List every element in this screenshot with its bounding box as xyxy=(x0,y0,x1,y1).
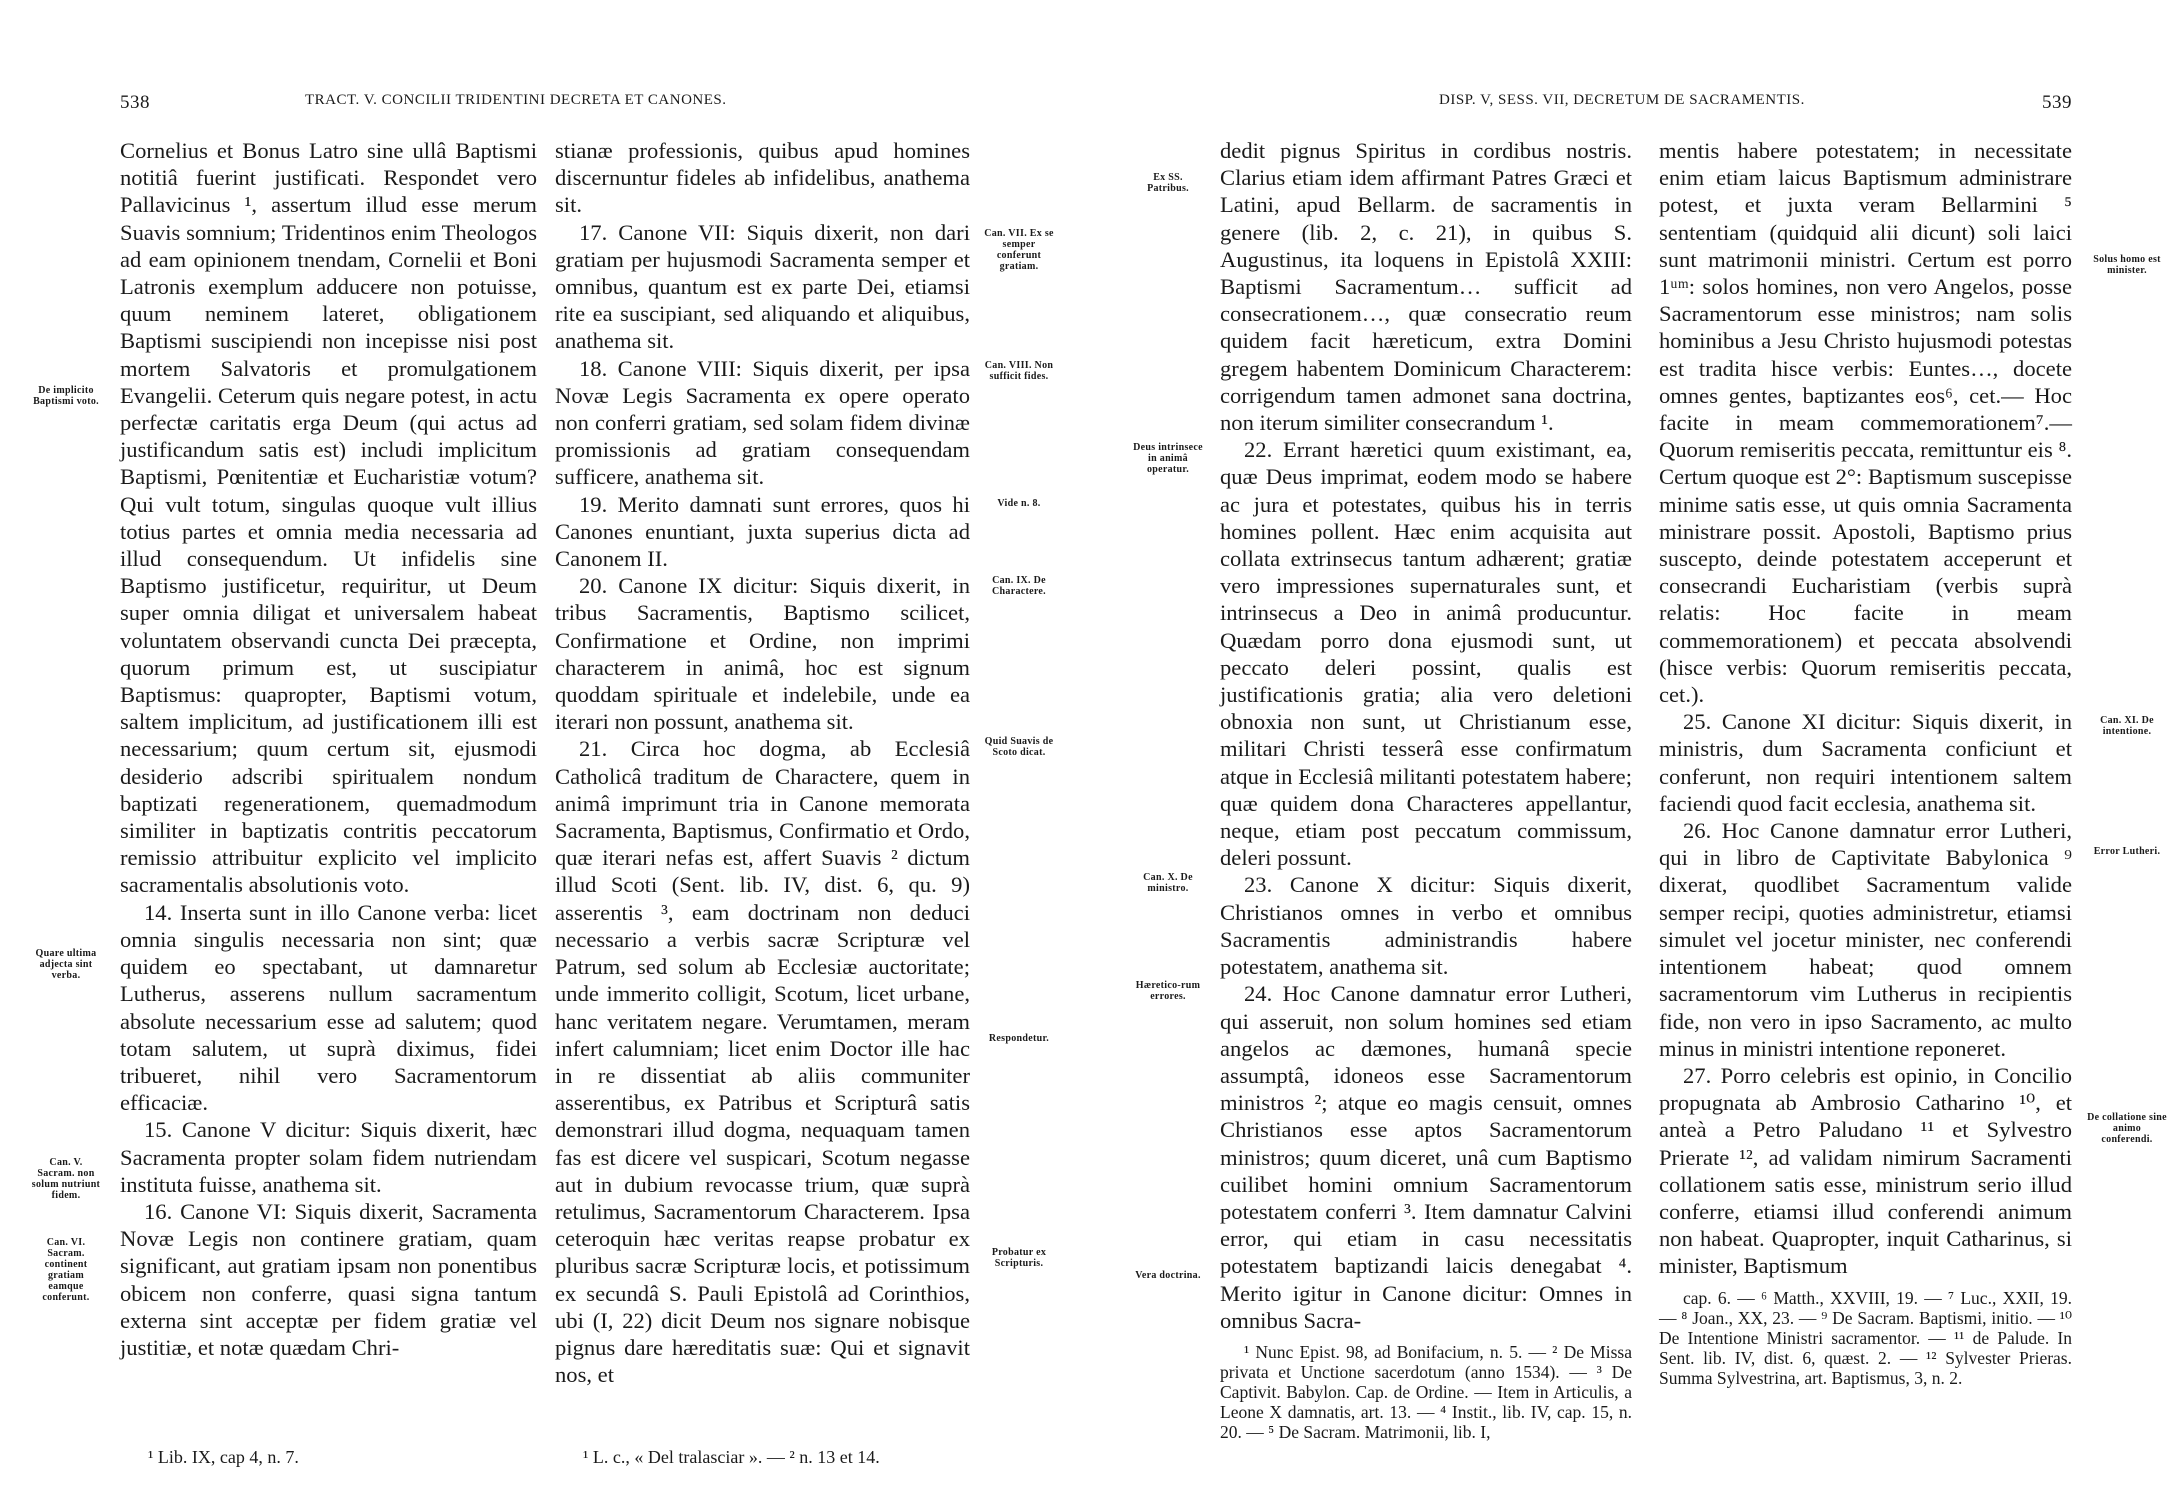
margin-note: Respondetur. xyxy=(988,1033,1050,1044)
right-column-2 xyxy=(1659,137,2072,1388)
margin-note: Probatur ex Scripturis. xyxy=(991,1247,1047,1269)
paragraph: 20. Canone IX dicitur: Siquis dixerit, in tribus Sacramentis, Baptismo scilicet, Confirmatione et Ordine, non imprimi characterem in animâ, hoc est signum quoddam spirituale et indelebile, unde ea iterari non possunt, anathema sit. xyxy=(555,573,970,735)
running-head-right: DISP. V, SESS. VII, DECRETUM DE SACRAMENTIS. xyxy=(1439,92,1805,108)
right-column-1 xyxy=(1220,137,1632,1442)
margin-note: Quare ultima adjecta sint verba. xyxy=(35,948,97,981)
paragraph: 14. Inserta sunt in illo Canone verba: licet omnia singulis necessaria non sint; quæ quidem eo spectabant, ut damnaretur Lutherus, asserens nullum sacramentum absolute necessarium esse ad salutem; quod totam salutem, ut suprà diximus, fidei tribueret, nihil vero Sacramentorum efficaciæ. xyxy=(120,899,537,1116)
left-column-2 xyxy=(555,137,970,1388)
margin-note: De collatione sine animo conferendi. xyxy=(2087,1112,2167,1145)
paragraph: dedit pignus Spiritus in cordibus nostris. Clarius etiam idem affirmant Patres Græci et Latini, apud Bellarm. de sacramentis in genere (lib. 2, c. 21), in quibus S. Augustinus, ita loquens in Epistolâ XXIII: Baptismi Sacramentum… sufficit ad consecrationem…, quæ consecratio reum quidem facit hæreticum, extra Domini gregem habentem Dominicum Characterem: corrigendum tamen admonet sana doctrina, non iterum similiter consecrandum ¹. xyxy=(1220,138,1632,436)
paragraph: 17. Canone VII: Siquis dixerit, non dari gratiam per hujusmodi Sacramenta semper et omnibus, quantum est ex parte Dei, etiamsi rite ea suscipiant, sed aliquando et aliquibus, anathema sit. xyxy=(555,219,970,354)
margin-note: Can. V. Sacram. non solum nutriunt fidem. xyxy=(31,1157,101,1201)
margin-note: Quid Suavis de Scoto dicat. xyxy=(984,736,1054,758)
margin-note: Can. VII. Ex se semper conferunt gratiam. xyxy=(984,228,1054,272)
page-number-right: 539 xyxy=(2042,92,2072,113)
margin-note: Hæretico-rum errores. xyxy=(1135,980,1201,1002)
margin-note: Can. VI. Sacram. continent gratiam eamque conferunt. xyxy=(42,1237,90,1303)
paragraph: Cornelius et Bonus Latro sine ullâ Baptismi notitiâ fuerint justificati. Respondet vero Pallavicinus ¹, assertum illud esse merum Suavis somnium; Tridentinos enim Theologos ad eam opinionem tnendam, Cornelii et Boni Latronis exemplum adducere non potuisse, quum neminem lateret, obligationem Baptismi suscipiendi non incepisse nisi post mortem Salvatoris et promulgationem Evangelii. Ceterum quis negare potest, in actu perfectæ caritatis erga Deum (qui actus ad justificandum satis est) includi implicitum Baptismi, Pœnitentiæ et Eucharistiæ votum? Qui vult totum, singulas quoque vult illius totius partes et omnia media necessaria ad illud consequendum. Ut infidelis sine Baptismo justificetur, requiritur, ut Deum super omnia diligat et universalem habeat voluntatem observandi cuncta Dei præcepta, quorum primum est, ut suscipiatur Baptismus: quapropter, Baptismi votum, saltem implicitum, ad justificationem illi est necessarium; quum certum sit, ejusmodi desiderio adscribi spiritualem nondum baptizati regenerationem, quemadmodum similiter in baptizatis contritis peccatorum remissio attribuitur explicito vel implicito sacramentalis absolutionis voto. xyxy=(120,138,537,898)
footnote-right-col2: cap. 6. — ⁶ Matth., XXVIII, 19. — ⁷ Luc., XXII, 19. — ⁸ Joan., XX, 23. — ⁹ De Sacram. Baptismi, initio. — ¹⁰ De Intentione Ministri sacramentor. — ¹¹ de Palude. In Sent. lib. IV, dist. 6, quæst. 2. — ¹² Sylvester Prieras. Summa Sylvestrina, art. Baptismus, 3, n. 2. xyxy=(1659,1287,2072,1388)
paragraph: 19. Merito damnati sunt errores, quos hi Canones enuntiant, juxta superius dicta ad Canonem II. xyxy=(555,491,970,572)
margin-note: Can. VIII. Non sufficit fides. xyxy=(984,360,1054,382)
footnote-right-col1: ¹ Nunc Epist. 98, ad Bonifacium, n. 5. — ² De Missa privata et Unctione sacerdotum (anno 1534). — ³ De Captivit. Babylon. Cap. de Ordine. — Item in Articulis, a Leone X damnatis, art. 13. — ⁴ Instit., lib. IV, cap. 15, n. 20. — ⁵ De Sacram. Matrimonii, lib. I, xyxy=(1220,1341,1632,1442)
margin-note: Can. XI. De intentione. xyxy=(2100,715,2154,737)
paragraph: 15. Canone V dicitur: Siquis dixerit, hæc Sacramenta propter solam fidem nutriendam instituta fuisse, anathema sit. xyxy=(120,1117,537,1197)
paragraph: 24. Hoc Canone damnatur error Lutheri, qui asseruit, non solum homines sed etiam angelos ac dæmones, humanâ specie assumptâ, idoneos esse Sacramentorum ministros ²; atque eo magis censuit, omnes Christianos esse aptos Sacramentorum ministros; quum diceret, unâ cum Baptismo cuilibet homini omnium Sacramentorum potestatem conferri ³. Item damnatur Calvini error, qui etiam in casu necessitatis potestatem baptizandi laicis denegabat ⁴. Merito igitur in Canone dicitur: Omnes in omnibus Sacra- xyxy=(1220,981,1632,1333)
paragraph: 27. Porro celebris est opinio, in Concilio propugnata ab Ambrosio Catharino ¹⁰, et anteà a Petro Paludano ¹¹ et Sylvestro Prierate ¹², ad validam nimirum Sacramenti collationem satis esse, ministrum serio illud conferre, etiamsi illud conferendi animum non habeat. Quapropter, inquit Catharinus, si minister, Baptismum xyxy=(1659,1062,2072,1279)
running-head-left: TRACT. V. CONCILII TRIDENTINI DECRETA ET CANONES. xyxy=(305,92,727,108)
paragraph: 18. Canone VIII: Siquis dixerit, per ipsa Novæ Legis Sacramenta ex opere operato non conferri gratiam, sed solam fidem divinæ promissionis ad gratiam consequendam sufficere, anathema sit. xyxy=(555,355,970,490)
footnote-left-col2: ¹ L. c., « Del tralasciar ». — ² n. 13 et 14. xyxy=(583,1447,880,1467)
paragraph: 26. Hoc Canone damnatur error Lutheri, qui in libro de Captivitate Babylonica ⁹ dixerat, quodlibet Sacramentum valide semper recipi, quoties administretur, etiamsi simulet vel jocetur minister, nec conferendi intentionem habeat; quod omnem sacramentorum vim Lutherus in recipientis fide, non vero in ipso Sacramento, ac multo minus in ministri intentione reponeret. xyxy=(1659,818,2072,1061)
paragraph: 16. Canone VI: Siquis dixerit, Sacramenta Novæ Legis non continere gratiam, quam significant, aut gratiam ipsam non ponentibus obicem non conferre, quasi signa tantum externa sint acceptæ per fidem gratiæ vel justitiæ, et notæ quædam Chri- xyxy=(120,1198,537,1360)
margin-note: Deus intrinsece in animâ operatur. xyxy=(1133,442,1203,475)
left-column-1 xyxy=(120,137,537,1361)
paragraph: 23. Canone X dicitur: Siquis dixerit, Christianos omnes in verbo et omnibus Sacramentis administrandis habere potestatem, anathema sit. xyxy=(1220,872,1632,980)
right-page xyxy=(1091,0,2182,1500)
paragraph: 21. Circa hoc dogma, ab Ecclesiâ Catholicâ traditum de Charactere, quem in animâ imprimunt tria in Canone memorata Sacramenta, Baptismus, Confirmatio et Ordo, quæ iterari nefas est, affert Suavis ² dictum illud Scoti (Sent. lib. IV, dist. 6, qu. 9) asserentis ³, eam doctrinam non deduci necessario a verbis sacræ Scripturæ vel Patrum, sed solum ab Ecclesiæ auctoritate; unde immerito colligit, Scotum, licet urbane, hanc veritatem negare. Verumtamen, meram infert calumniam; licet enim Doctor ille hac in re dissentiat ab aliis communiter asserentibus, ex Patribus et Scripturâ satis demonstrari illud dogma, nequaquam tamen fas est dicere vel suspicari, Scotum negasse aut in dubium revocasse trium, quæ suprà retulimus, Sacramentorum Characterem. Ipsa ceteroquin hæc veritas reapse probatur ex pluribus sacræ Scripturæ locis, et potissimum ex secundâ S. Pauli Epistolâ ad Corinthios, ubi (I, 22) dicit Deum nos signare nobisque pignus dare hæreditatis suæ: Qui et signavit nos, et xyxy=(555,736,970,1388)
margin-note: Can. IX. De Charactere. xyxy=(992,575,1046,597)
paragraph: 25. Canone XI dicitur: Siquis dixerit, in ministris, dum Sacramenta conficiunt et conferunt, non requiri intentionem saltem faciendi quod facit ecclesia, anathema sit. xyxy=(1659,709,2072,816)
margin-note: De implicito Baptismi voto. xyxy=(33,385,99,407)
margin-note: Vera doctrina. xyxy=(1135,1270,1201,1281)
margin-note: Vide n. 8. xyxy=(997,498,1041,509)
page-number-left: 538 xyxy=(120,92,150,113)
margin-note: Can. X. De ministro. xyxy=(1143,872,1193,894)
margin-note: Ex SS. Patribus. xyxy=(1147,172,1189,194)
margin-note: Error Lutheri. xyxy=(2093,846,2161,857)
margin-note: Solus homo est minister. xyxy=(2093,254,2161,276)
paragraph: stianæ professionis, quibus apud homines discernuntur fideles ab infidelibus, anathema sit. xyxy=(555,138,970,218)
paragraph: mentis habere potestatem; in necessitate enim etiam laicus Baptismum administrare potest, et juxta veram Bellarmini ⁵ sententiam (quidquid alii dicunt) soli laici sunt matrimonii ministri. Certum est porro 1ᵘᵐ: solos homines, non vero Angelos, posse Sacramentorum esse ministros; nam solis hominibus a Jesu Christo hujusmodi potestas est tradita hisce verbis: Euntes…, docete omnes gentes, baptizantes eos⁶, cet.— Hoc facite in meam commemorationem⁷.— Quorum remiseritis peccata, remittuntur eis ⁸. Certum quoque est 2°: Baptismum suscepisse minime satis esse, ut quis omnia Sacramenta ministrare possit. Apostoli, Baptismo prius suscepto, deinde potestatem acceperunt et consecrandi Eucharistiam (verbis suprà relatis: Hoc facite in meam commemorationem) et peccata absolvendi (hisce verbis: Quorum remiseritis peccata, cet.). xyxy=(1659,138,2072,708)
paragraph: 22. Errant hæretici quum existimant, ea, quæ Deus imprimat, eodem modo se habere ac jura et potestates, quibus his in terris homines pollent. Hæc enim acquisita aut collata extrinsecus tantum adhærent; gratiæ vero impressiones supernaturales sunt, et intrinsecus a Deo in animâ producuntur. Quædam porro dona ejusmodi sunt, ut peccato deleri possint, qualis est justificationis gratia; alia vero deletioni obnoxia non sunt, ut Christianum esse, militari Christi tesserâ esse confirmatum atque in Ecclesiâ militanti potestatem habere; quæ quidem dona Characteres appellantur, neque, etiam post peccatum commissum, deleri possunt. xyxy=(1220,437,1632,871)
footnote-left-col1: ¹ Lib. IX, cap 4, n. 7. xyxy=(148,1447,299,1467)
